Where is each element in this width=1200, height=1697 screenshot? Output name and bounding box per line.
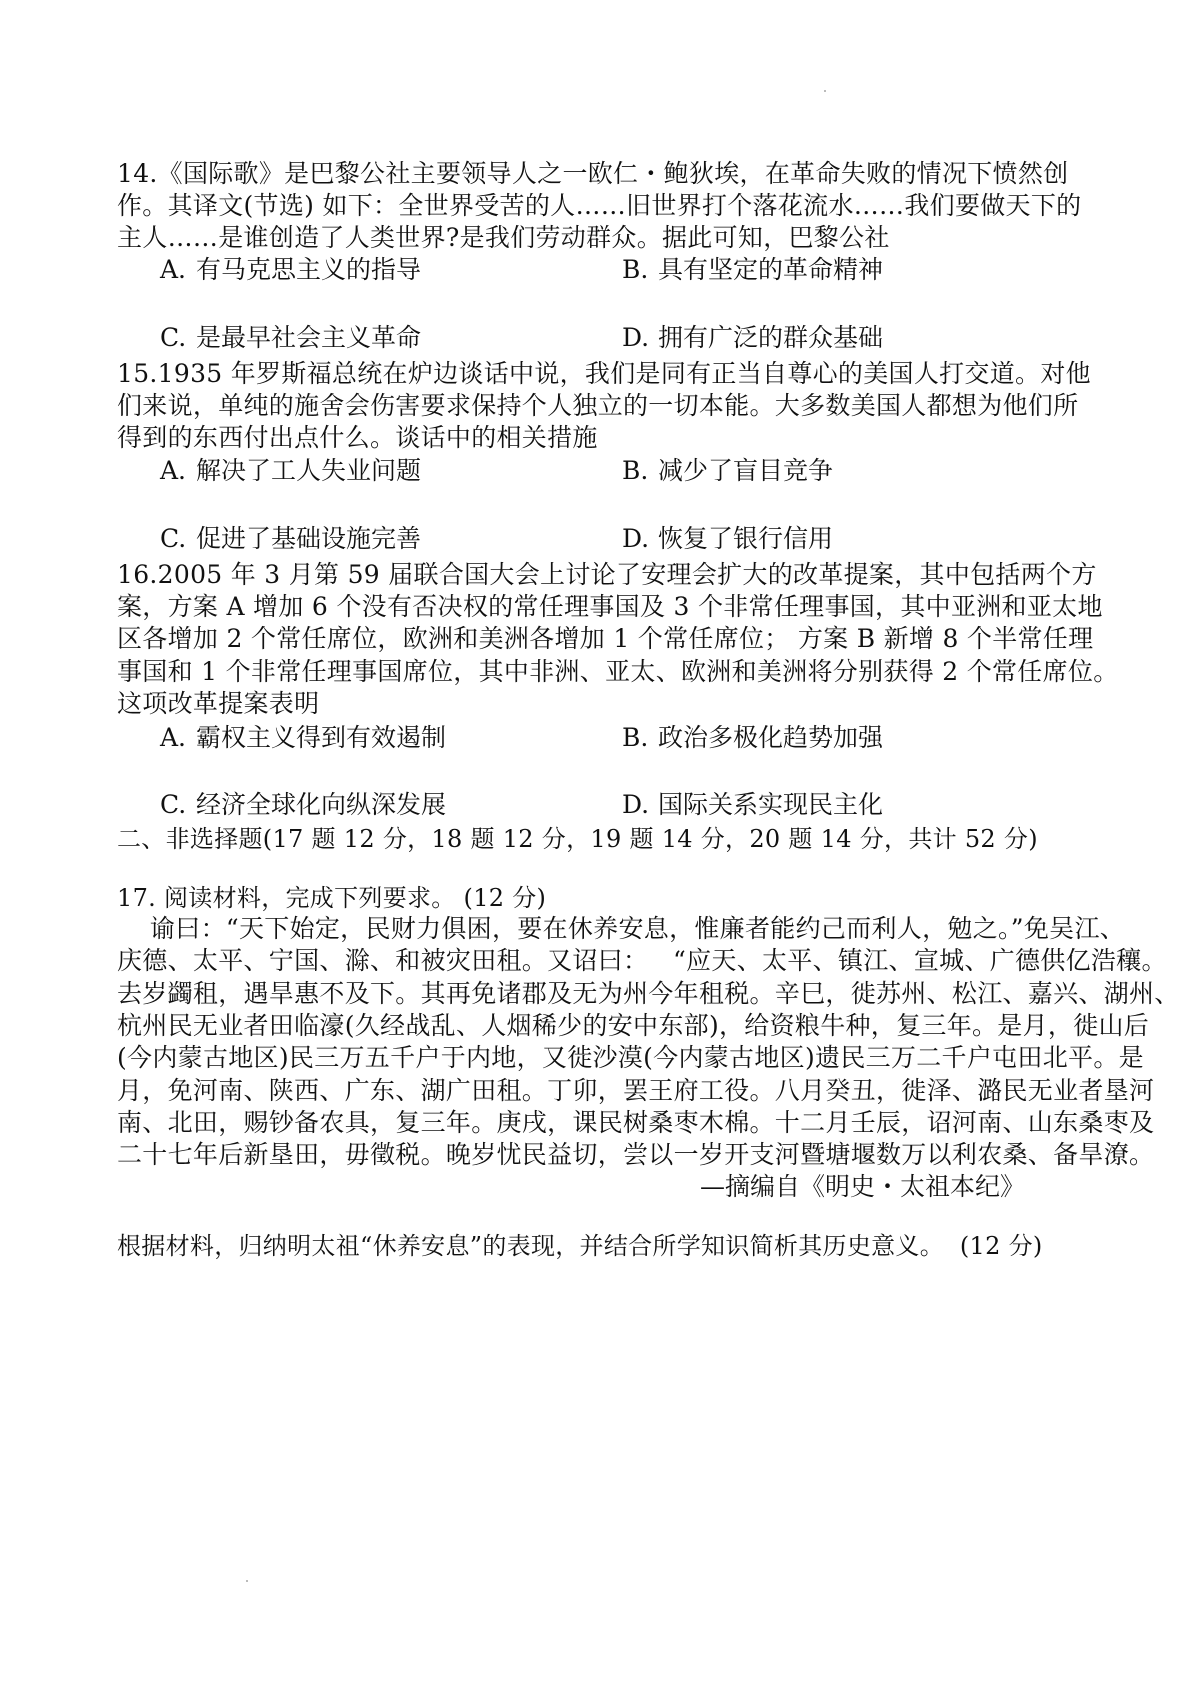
material-line: 杭州民无业者田临濠(久经战乱、人烟稀少的安中东部)，给资粮牛种，复三年。是月，徙山后 <box>117 1011 1150 1040</box>
option-text: 有马克思主义的指导 <box>196 255 422 284</box>
material-line: (今内蒙古地区)民三万五千户于内地，又徙沙漠(今内蒙古地区)遗民三万二千户屯田北平。是 <box>117 1043 1144 1072</box>
material-line: 庆德、太平、宁国、滁、和被灾田租。又诏曰： “应天、太平、镇江、宣城、广德供亿浩穰。 <box>117 946 1167 975</box>
option-c <box>160 789 446 821</box>
option-letter: D. <box>622 524 650 553</box>
section-heading: 二、非选择题(17 题 12 分，18 题 12 分，19 题 14 分，20 题 14 分，共计 52 分) <box>117 825 1038 853</box>
question-stem-line: 们来说，单纯的施舍会伤害要求保持个人独立的一切本能。大多数美国人都想为他们所 <box>117 391 1079 420</box>
option-d <box>622 322 883 354</box>
material-source: —摘编自《明史・太祖本纪》 <box>700 1172 1026 1201</box>
question-task: 根据材料，归纳明太祖“休养安息”的表现，并结合所学知识简析其历史意义。 (12 分) <box>117 1232 1043 1260</box>
option-d <box>622 523 833 555</box>
option-text: 解决了工人失业问题 <box>196 456 422 485</box>
option-text: 拥有广泛的群众基础 <box>658 323 884 352</box>
option-letter: B. <box>622 456 649 485</box>
question-stem-line: 这项改革提案表明 <box>117 689 320 718</box>
question-stem-line: 事国和 1 个非常任理事国席位，其中非洲、亚太、欧洲和美洲将分别获得 2 个常任席位。 <box>117 657 1119 686</box>
option-letter: B. <box>622 255 649 284</box>
option-b <box>622 722 883 754</box>
scan-speck <box>824 90 826 92</box>
option-letter: A. <box>160 723 187 752</box>
question-stem-line: 主人……是谁创造了人类世界?是我们劳动群众。据此可知，巴黎公社 <box>117 223 890 252</box>
option-letter: D. <box>622 790 650 819</box>
option-d <box>622 789 883 821</box>
option-a <box>160 254 421 286</box>
option-b <box>622 254 883 286</box>
option-text: 政治多极化趋势加强 <box>658 723 884 752</box>
option-text: 霸权主义得到有效遏制 <box>196 723 447 752</box>
material-line: 二十七年后新垦田，毋徵税。晚岁忧民益切，尝以一岁开支河暨塘堰数万以利农桑、备旱潦。 <box>117 1140 1155 1169</box>
question-stem-line: 15.1935 年罗斯福总统在炉边谈话中说，我们是同有正当自尊心的美国人打交道。对他 <box>117 359 1091 388</box>
option-letter: A. <box>160 456 187 485</box>
question-stem-line: 得到的东西付出点什么。谈话中的相关措施 <box>117 423 598 452</box>
material-line: 南、北田，赐钞备农具，复三年。庚戌，课民树桑枣木棉。十二月壬辰，诏河南、山东桑枣及 <box>117 1108 1155 1137</box>
option-letter: C. <box>160 524 187 553</box>
material-line: 去岁蠲租，遇旱惠不及下。其再免诸郡及无为州今年租税。辛巳，徙苏州、松江、嘉兴、湖州、 <box>117 979 1180 1008</box>
option-letter: B. <box>622 723 649 752</box>
option-text: 恢复了银行信用 <box>658 524 834 553</box>
option-a <box>160 455 421 487</box>
option-letter: C. <box>160 790 187 819</box>
option-letter: D. <box>622 323 650 352</box>
question-stem-line: 16.2005 年 3 月第 59 届联合国大会上讨论了安理会扩大的改革提案，其中包括两个方 <box>117 560 1097 589</box>
question-stem-line: 作。其译文(节选) 如下：全世界受苦的人……旧世界打个落花流水……我们要做天下的 <box>117 191 1082 220</box>
option-text: 减少了盲目竞争 <box>658 456 834 485</box>
option-a <box>160 722 446 754</box>
option-text: 是最早社会主义革命 <box>196 323 422 352</box>
option-letter: C. <box>160 323 187 352</box>
option-letter: A. <box>160 255 187 284</box>
question-stem-line: 14.《国际歌》是巴黎公社主要领导人之一欧仁・鲍狄埃，在革命失败的情况下愤然创 <box>117 159 1069 188</box>
option-c <box>160 322 421 354</box>
material-line: 月，免河南、陕西、广东、湖广田租。丁卯，罢王府工役。八月癸丑，徙泽、潞民无业者垦河 <box>117 1076 1155 1105</box>
question-stem-line: 区各增加 2 个常任席位，欧洲和美洲各增加 1 个常任席位； 方案 B 新增 8 个半常任理 <box>117 624 1094 653</box>
scan-speck <box>246 1580 248 1582</box>
option-text: 具有坚定的革命精神 <box>658 255 884 284</box>
option-c <box>160 523 421 555</box>
option-text: 促进了基础设施完善 <box>196 524 422 553</box>
question-prompt: 17. 阅读材料，完成下列要求。 (12 分) <box>117 884 547 912</box>
option-b <box>622 455 833 487</box>
material-line: 谕曰：“天下始定，民财力俱困，要在休养安息，惟廉者能约己而利人，勉之。”免吴江、 <box>117 914 1126 943</box>
question-stem-line: 案，方案 A 增加 6 个没有否决权的常任理事国及 3 个非常任理事国，其中亚洲和亚太地 <box>117 592 1103 621</box>
option-text: 国际关系实现民主化 <box>658 790 884 819</box>
option-text: 经济全球化向纵深发展 <box>196 790 447 819</box>
